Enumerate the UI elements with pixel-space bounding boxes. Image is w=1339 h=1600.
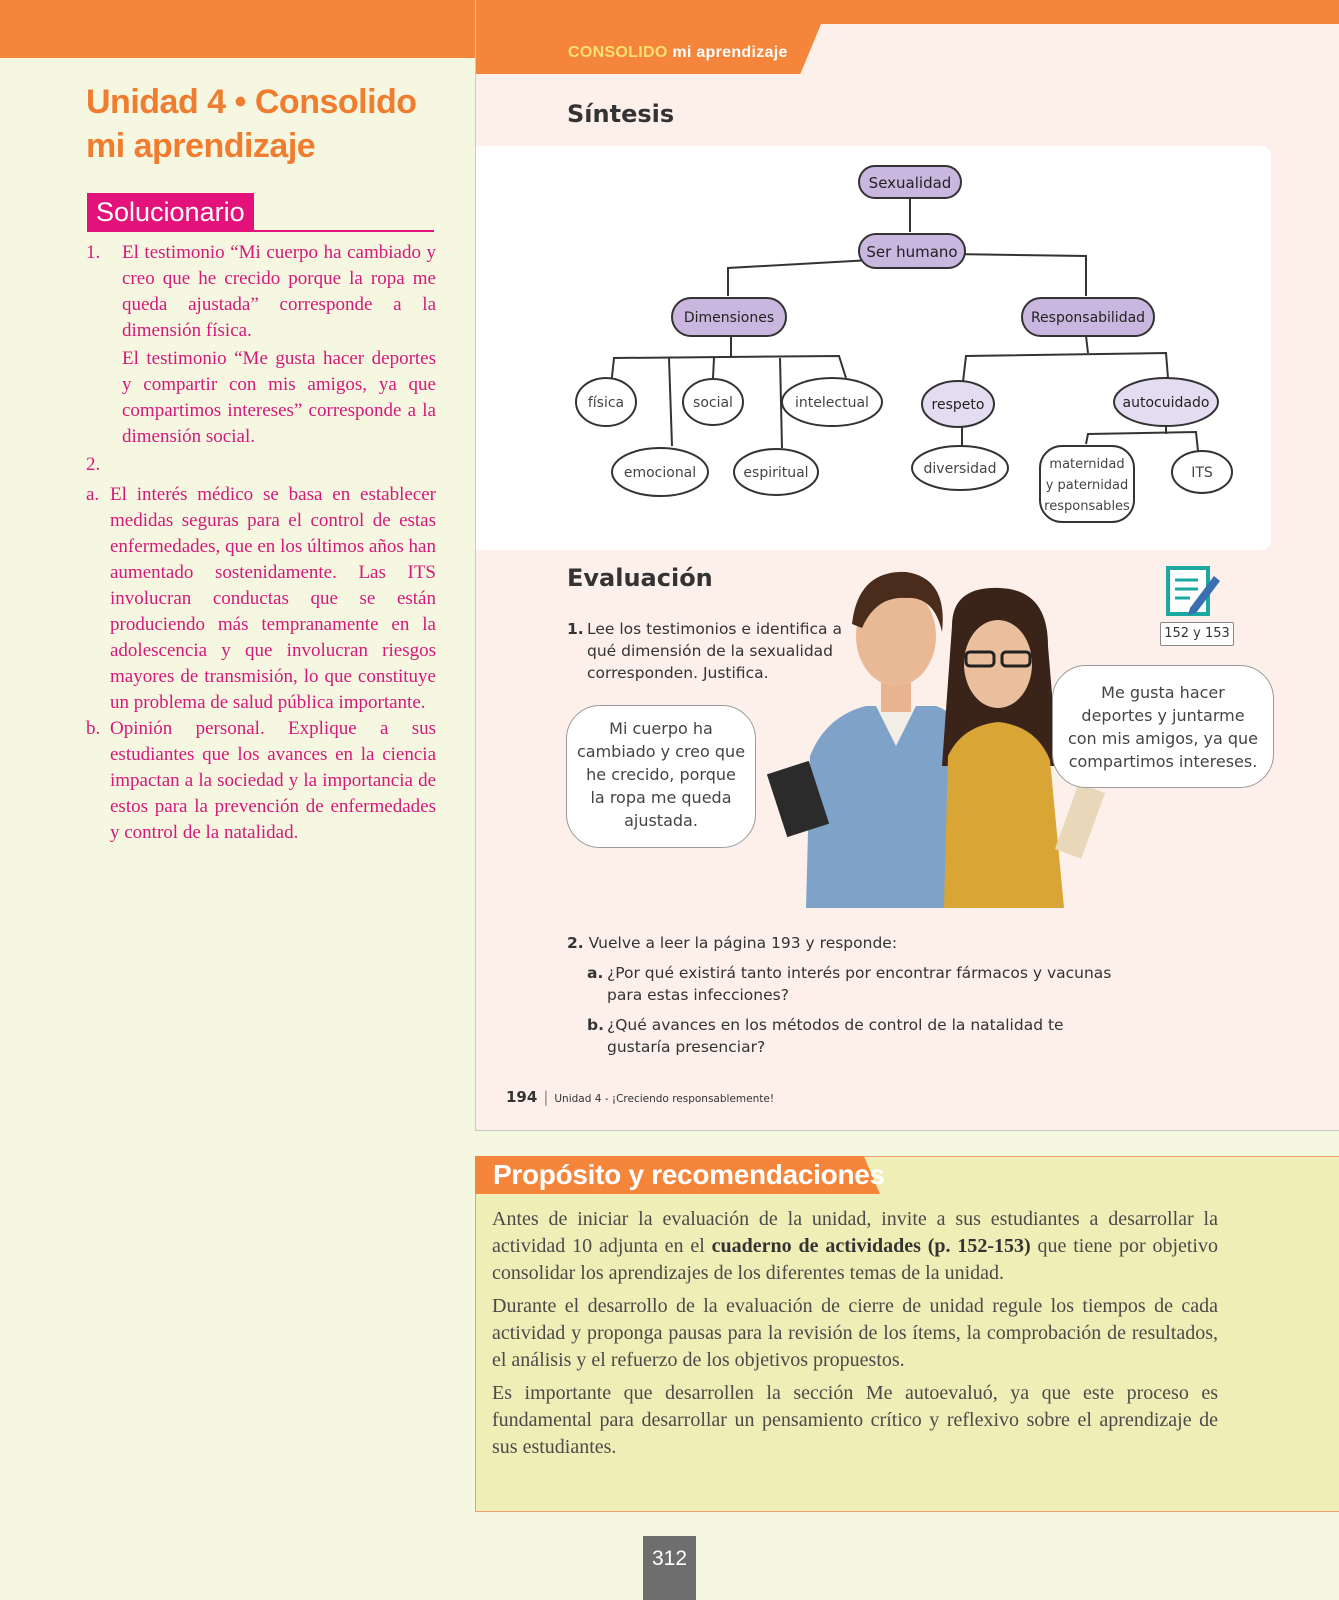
purpose-p1-start: Antes de iniciar la evaluación de la unidad, invite a sus estudiantes a desarrollar la actividad 10 adjunta en el xyxy=(492,1208,1218,1257)
sintesis-heading: Síntesis xyxy=(567,100,675,128)
book-running-title: Unidad 4 - ¡Creciendo responsablemente! xyxy=(554,1093,775,1105)
node-diversidad-label: diversidad xyxy=(923,461,997,477)
node-maternidad xyxy=(1040,446,1134,522)
node-emocional xyxy=(612,448,708,496)
solution-1-paragraph-1: El testimonio “Mi cuerpo ha cambiado y creo que he crecido porque la ropa me queda ajustada” corresponde a la dimensión física. xyxy=(122,242,436,341)
bubble-right-line-4: compartimos intereses. xyxy=(1068,752,1258,771)
node-dimensiones-label: Dimensiones xyxy=(683,310,775,326)
node-maternidad-line-3: responsables xyxy=(1044,499,1130,514)
question-2 xyxy=(567,932,1127,1058)
question-2a xyxy=(567,962,1127,1006)
node-sexualidad xyxy=(859,166,961,198)
question-1-text: Lee los testimonios e identifica a qué dimensión de la sexualidad corresponden. Justifica. xyxy=(587,620,842,682)
solution-number-2: 2. xyxy=(86,454,101,475)
node-dimensiones xyxy=(672,298,786,336)
evaluacion-heading: Evaluación xyxy=(567,564,713,592)
node-espiritual xyxy=(734,449,818,495)
unit-title-line-2: mi aprendizaje xyxy=(86,127,316,165)
solution-1-paragraph-2: El testimonio “Me gusta hacer deportes y compartir con mis amigos, ya que compartimos intereses” corresponde a la dimensión social. xyxy=(122,348,436,447)
book-folio xyxy=(506,1088,774,1106)
solucionario-badge: Solucionario xyxy=(87,193,254,231)
solution-2a-letter: a. xyxy=(86,484,100,505)
node-fisica xyxy=(576,378,636,426)
solucionario-text xyxy=(86,240,436,846)
node-ser-humano xyxy=(859,234,965,268)
node-ser-humano-label: Ser humano xyxy=(866,243,958,261)
question-2b xyxy=(567,1014,1127,1058)
page-number: 312 xyxy=(643,1536,696,1600)
unit-title-line-1: Unidad 4 • Consolido xyxy=(86,83,417,121)
solution-2a xyxy=(50,482,436,716)
node-emocional-label: emocional xyxy=(623,465,697,481)
section-tab-highlight: CONSOLIDO xyxy=(568,44,668,61)
node-espiritual-label: espiritual xyxy=(743,465,809,481)
node-its-label: ITS xyxy=(1191,465,1213,481)
textbook-page xyxy=(475,0,1339,1131)
bubble-right-line-2: deportes y juntarme xyxy=(1081,706,1245,725)
solution-item-1 xyxy=(86,240,436,450)
purpose-paragraph-2: Durante el desarrollo de la evaluación de cierre de unidad regule los tiempos de cada actividad y proponga pausas para la revisión de los ítems, la comprobación de resultados, el análisis y el refuerzo de los objetivos propuestos. xyxy=(492,1295,1218,1371)
solution-2b-text: Opinión personal. Explique a sus estudiantes que los avances en la ciencia impactan a la sociedad y la importancia de estos para la prevención de enfermedades y control de la natalidad. xyxy=(110,718,436,843)
node-diversidad xyxy=(912,446,1008,490)
node-intelectual-label: intelectual xyxy=(795,395,869,411)
node-social-label: social xyxy=(693,395,733,411)
node-autocuidado xyxy=(1114,378,1218,426)
purpose-title: Propósito y recomendaciones xyxy=(493,1159,885,1190)
question-2b-text: ¿Qué avances en los métodos de control de la natalidad te gustaría presenciar? xyxy=(607,1016,1064,1056)
section-tab-rest: mi aprendizaje xyxy=(667,44,788,61)
bubble-left-line-3: he crecido, porque xyxy=(586,765,736,784)
question-2a-text: ¿Por qué existirá tanto interés por encontrar fármacos y vacunas para estas infecciones? xyxy=(607,964,1112,1004)
solucionario-rule xyxy=(87,230,434,232)
node-responsabilidad-label: Responsabilidad xyxy=(1030,310,1146,326)
solution-2b xyxy=(50,716,436,846)
speech-bubble-right xyxy=(1052,665,1274,788)
concept-map xyxy=(476,146,1271,550)
node-respeto-label: respeto xyxy=(931,397,985,413)
node-responsabilidad xyxy=(1022,298,1154,336)
purpose-text xyxy=(492,1206,1218,1467)
bubble-left-line-2: cambiado y creo que xyxy=(576,742,746,761)
solution-item-2 xyxy=(86,452,436,478)
concept-map-svg xyxy=(476,146,1271,550)
node-intelectual xyxy=(782,378,882,426)
solution-number-1: 1. xyxy=(86,242,101,263)
activity-pages-caption: 152 y 153 xyxy=(1160,622,1234,646)
bubble-left-line-1: Mi cuerpo ha xyxy=(609,719,713,738)
bubble-left-line-5: ajustada. xyxy=(624,811,698,830)
question-2-number: 2. xyxy=(567,934,584,952)
question-2a-letter: a. xyxy=(587,964,604,982)
node-maternidad-line-1: maternidad xyxy=(1049,457,1125,472)
purpose-paragraph-1 xyxy=(492,1206,1218,1287)
section-tab xyxy=(476,0,821,86)
speech-bubble-left xyxy=(566,705,756,848)
question-2-text: Vuelve a leer la página 193 y responde: xyxy=(588,934,898,952)
question-1-number: 1. xyxy=(567,620,584,638)
bubble-left-line-4: la ropa me queda xyxy=(590,788,732,807)
book-page-number: 194 xyxy=(506,1088,538,1106)
node-social xyxy=(683,379,743,425)
purpose-p1-end: que tiene por objetivo consolidar los aprendizajes de los diferentes temas de la unidad. xyxy=(492,1235,1218,1284)
node-autocuidado-label: autocuidado xyxy=(1122,395,1210,411)
node-sexualidad-label: Sexualidad xyxy=(868,174,952,192)
bubble-right-line-3: con mis amigos, ya que xyxy=(1067,729,1259,748)
purpose-paragraph-3: Es importante que desarrollen la sección Me autoevaluó, ya que este proceso es fundamental para desarrollar un pensamiento crítico y reflexivo sobre el aprendizaje de sus estudiantes. xyxy=(492,1382,1218,1458)
node-respeto xyxy=(922,381,994,427)
solution-2a-text: El interés médico se basa en establecer medidas seguras para el control de estas enfermedades, que en los últimos años han aumentado sostenidamente. Las ITS involucran conductas que se están produciendo más tempranamente en la adolescencia y que involucran riesgos mayores de transmisión, lo que constituye un problema de salud pública importante. xyxy=(110,484,436,713)
bubble-right-line-1: Me gusta hacer xyxy=(1101,683,1225,702)
purpose-p1-bold: cuaderno de actividades (p. 152-153) xyxy=(711,1235,1031,1257)
section-tab-label xyxy=(568,44,788,62)
solution-2b-letter: b. xyxy=(86,718,101,739)
node-maternidad-line-2: y paternidad xyxy=(1045,478,1129,493)
unit-title xyxy=(86,80,466,168)
node-its xyxy=(1172,451,1232,493)
node-fisica-label: física xyxy=(587,395,625,411)
question-2b-letter: b. xyxy=(587,1016,604,1034)
folio-separator: | xyxy=(543,1088,549,1106)
